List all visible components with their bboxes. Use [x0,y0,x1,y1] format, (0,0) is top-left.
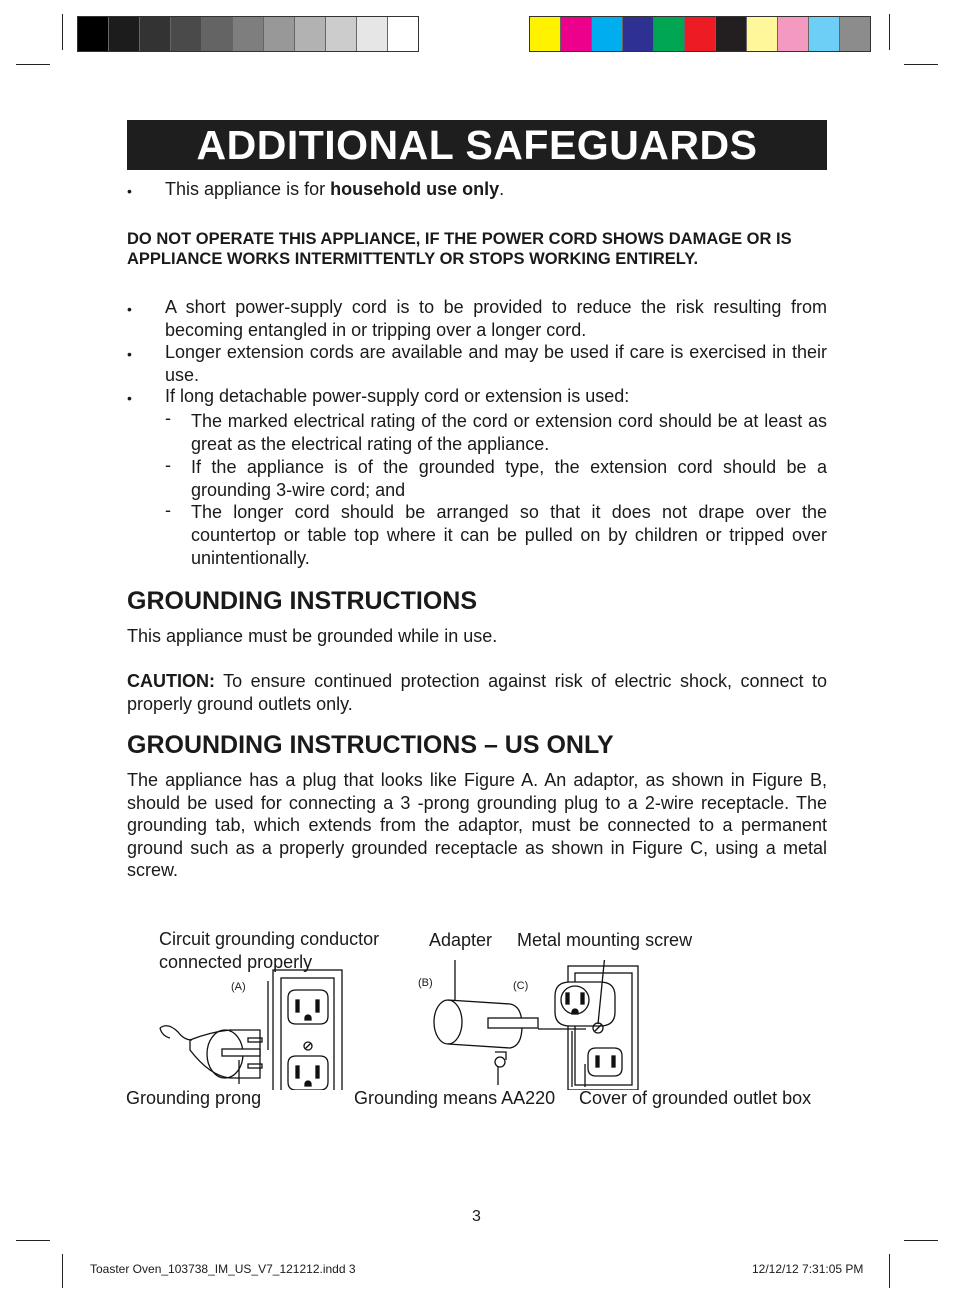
bullet-item: A short power-supply cord is to be provided to reduce the risk resulting from becoming entangled in or tripping over a longer cord. [165,297,827,340]
color-swatch [561,17,592,51]
color-swatch [357,17,388,51]
sub-item: The longer cord should be arranged so that it does not drape over the countertop or table top where it can be pulled on by children or tripped over unintentionally. [191,502,827,568]
color-swatch [78,17,109,51]
color-swatch [388,17,418,51]
bullet-symbol: • [127,183,132,199]
footer-file-name: Toaster Oven_103738_IM_US_V7_121212.indd 3 [90,1262,356,1276]
power-cord-warning: DO NOT OPERATE THIS APPLIANCE, IF THE POWER CORD SHOWS DAMAGE OR IS APPLIANCE WORKS INTERMITTENTLY OR STOPS WORKING ENTIRELY. [127,230,792,268]
sub-item: The marked electrical rating of the cord or extension cord should be at least as great as the electrical rating of the appliance. [191,411,827,454]
crop-mark [62,1254,63,1288]
page-number: 3 [472,1208,481,1225]
color-swatch [233,17,264,51]
dash-symbol: - [165,500,171,520]
page-title: ADDITIONAL SAFEGUARDS [127,120,827,170]
figure-b-label: (B) [418,977,433,989]
figure-c-label: (C) [513,980,529,992]
sub-item: If the appliance is of the grounded type, the extension cord should be a grounding 3-wire cord; and [191,457,827,500]
grounding-prong [222,1049,260,1056]
adapter-prong [488,1018,538,1028]
color-swatch [778,17,809,51]
color-swatch [295,17,326,51]
bullet-symbol: • [127,390,132,406]
grayscale-color-bar [77,16,419,52]
bullet-item: Longer extension cords are available and may be used if care is exercised in their use. [165,342,827,385]
color-swatch [202,17,233,51]
bullet-item: If long detachable power-supply cord or extension is used: [165,386,630,406]
color-swatch [716,17,747,51]
household-use-line [165,178,827,201]
color-swatch [809,17,840,51]
crop-mark [16,1240,50,1241]
grounding-text: This appliance must be grounded while in use. [127,626,498,646]
plug-cord [160,1026,192,1040]
color-swatch [264,17,295,51]
caution-paragraph [127,670,827,715]
crop-mark [16,64,50,65]
crop-mark [889,14,890,50]
household-bold: household use only [330,179,500,199]
grounding-means-label: Grounding means AA220 [354,1088,556,1108]
color-swatch [840,17,870,51]
caution-text: To ensure continued protection against risk of electric shock, connect to properly ground outlets only. [127,671,827,714]
crop-mark [62,14,63,50]
color-swatch [654,17,685,51]
color-swatch [685,17,716,51]
process-color-bar [529,16,871,52]
color-swatch [326,17,357,51]
color-swatch [592,17,623,51]
circuit-conductor-label: Circuit grounding conductor connected properly [159,929,380,972]
bullet-symbol: • [127,346,132,362]
footer-timestamp: 12/12/12 7:31:05 PM [752,1262,864,1276]
crop-mark [904,64,938,65]
color-swatch [530,17,561,51]
dash-symbol: - [165,408,171,428]
crop-mark [889,1254,890,1288]
color-swatch [623,17,654,51]
grounding-heading: GROUNDING INSTRUCTIONS [127,587,477,615]
grounding-figure-illustration [150,960,850,1090]
mounting-screw-label: Metal mounting screw [517,930,693,950]
adapter-label: Adapter [429,930,493,950]
color-swatch [171,17,202,51]
household-pre: This appliance is for [165,179,331,199]
us-grounding-text: The appliance has a plug that looks like Figure A. An adaptor, as shown in Figure B, should be used for connecting a 3 -prong grounding plug to a 2-wire receptacle. The grounding tab, which extends from the adaptor, must be connected to a permanent ground such as a properly grounded receptacle as shown in Figure C, using a metal screw. [127,770,827,880]
dash-symbol: - [165,455,171,475]
us-grounding-heading: GROUNDING INSTRUCTIONS – US ONLY [127,731,614,759]
color-swatch [109,17,140,51]
crop-mark [904,1240,938,1241]
household-post: . [499,179,505,199]
grounding-prong-label: Grounding prong [126,1088,262,1108]
outlet-cover-label: Cover of grounded outlet box [579,1088,812,1108]
color-swatch [747,17,778,51]
caution-label: CAUTION: [127,671,215,691]
bullet-symbol: • [127,301,132,317]
figure-a-label: (A) [231,981,246,993]
color-swatch [140,17,171,51]
